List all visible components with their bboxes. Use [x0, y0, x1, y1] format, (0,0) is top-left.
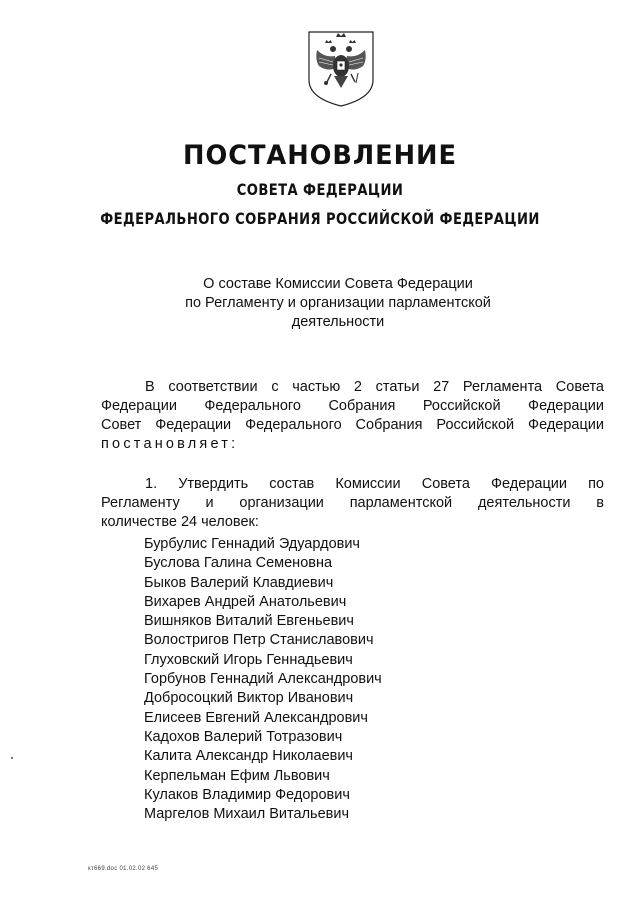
member-name: Буслова Галина Семеновна [144, 555, 333, 572]
member-name: Кулаков Владимир Федорович [144, 786, 350, 803]
item-1-line: Регламенту и организации парламентской деятельности в [101, 495, 604, 511]
issuer-line-1: СОВЕТА ФЕДЕРАЦИИ [236, 180, 404, 199]
issuer-line-2: ФЕДЕРАЛЬНОГО СОБРАНИЯ РОССИЙСКОЙ ФЕДЕРАЦИИ [100, 209, 540, 228]
item-1-paragraph [101, 475, 604, 532]
document-title: ПОСТАНОВЛЕНИЕ [183, 140, 457, 171]
member-name: Волостригов Петр Станиславович [144, 632, 374, 649]
member-name: Горбунов Геннадий Александрович [144, 671, 382, 688]
member-name: Маргелов Михаил Витальевич [144, 806, 350, 823]
member-name: Добросоцкий Виктор Иванович [144, 690, 354, 707]
member-name: Вишняков Виталий Евгеньевич [144, 613, 354, 630]
member-name: Быков Валерий Клавдиевич [144, 574, 334, 591]
member-name: Вихарев Андрей Анатольевич [144, 593, 347, 610]
margin-mark [11, 757, 13, 759]
member-name: Глуховский Игорь Геннадьевич [144, 651, 353, 668]
document-subject [0, 275, 640, 332]
member-name: Елисеев Евгений Александрович [144, 709, 368, 726]
subject-line: по Регламенту и организации парламентской [185, 295, 491, 311]
resolution-word: постановляет: [101, 436, 239, 452]
preamble-line: Совет Федерации Федерального Собрания Российской Федерации [101, 417, 604, 433]
member-name: Керпельман Ефим Львович [144, 767, 330, 784]
file-code-footer: кт669.doc 01.02.02 645 [88, 866, 159, 872]
member-name: Бурбулис Геннадий Эдуардович [144, 536, 360, 552]
item-1-line: 1. Утвердить состав Комиссии Совета Федерации по [145, 476, 604, 492]
item-1-line: количестве 24 человек: [101, 514, 259, 530]
russian-coat-of-arms-icon [305, 28, 377, 108]
subject-line: О составе Комиссии Совета Федерации [203, 276, 473, 292]
preamble-line: Федерации Федерального Собрания Российской Федерации [101, 398, 604, 414]
member-name: Кадохов Валерий Тотразович [144, 728, 343, 745]
commission-members-list [144, 535, 382, 824]
preamble-line: В соответствии с частью 2 статьи 27 Регламента Совета [145, 379, 604, 395]
preamble-paragraph [101, 378, 604, 454]
member-name: Калита Александр Николаевич [144, 748, 353, 765]
subject-line: деятельности [291, 314, 385, 330]
